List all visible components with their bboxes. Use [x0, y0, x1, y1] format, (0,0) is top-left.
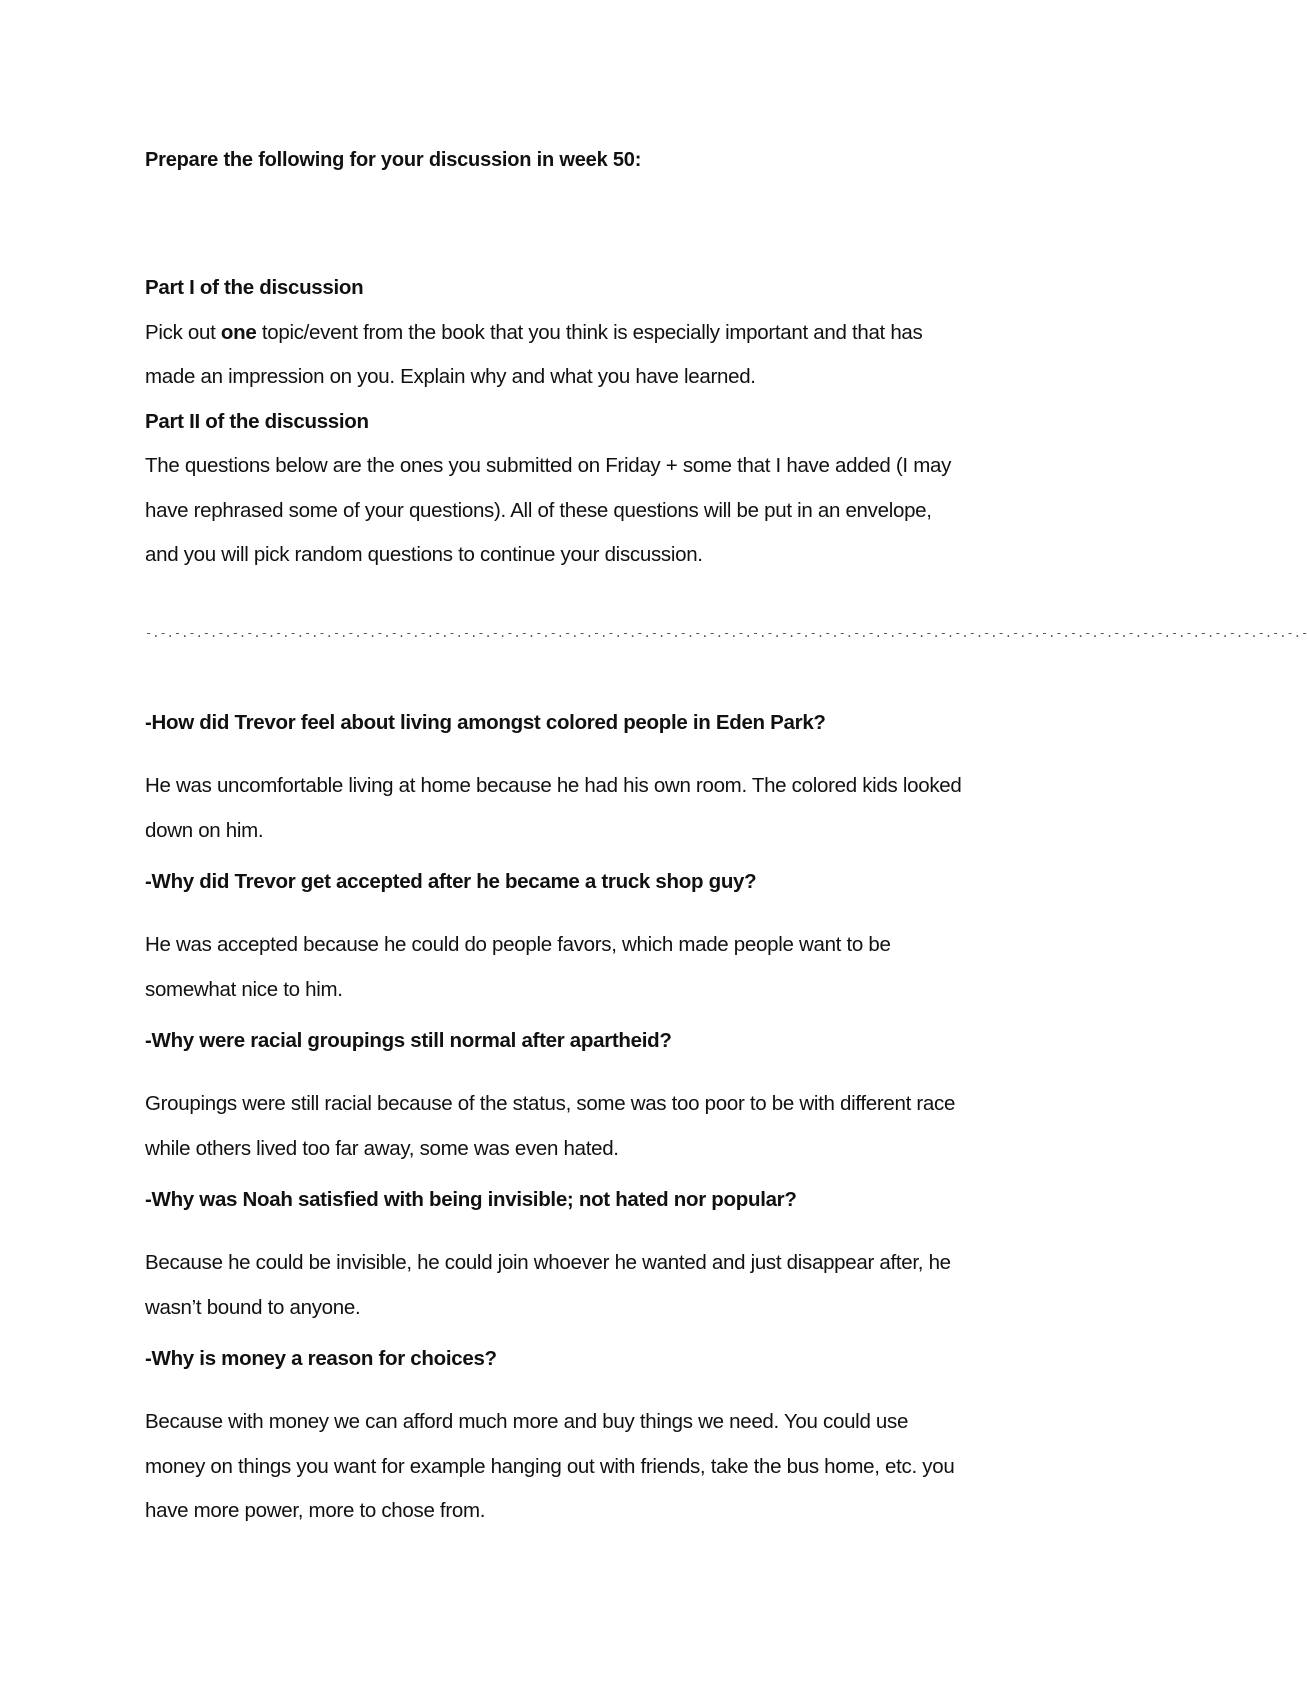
- answer-line: He was uncomfortable living at home because he had his own room. The colored kids looked: [145, 774, 962, 797]
- answer-line: wasn’t bound to anyone.: [145, 1295, 361, 1319]
- part-1-line-2: made an impression on you. Explain why and what you have learned.: [145, 365, 756, 388]
- answer: [145, 1400, 1075, 1534]
- part-2-line-2: have rephrased some of your questions). All of these questions will be put in an envelope,: [145, 498, 932, 522]
- qa-item: [145, 1344, 1075, 1534]
- dashed-divider: -.-.-.-.-.-.-.-.-.-.-.-.-.-.-.-.-.-.-.-.-.-.-.-.-.-.-.-.-.-.-.-.-.-.-.-.-.-.-.-.-.-.-.-.-.-.-.-.-.-.-.-.-.-.-.-.-.-.-.-.-.-.-.-.-.-.-.-.-.-.-.-.-.-.-.-.-.-.-.-.-: [145, 626, 1308, 640]
- part-1-line-1-emphasis: one: [220, 320, 257, 344]
- answer: [145, 1082, 1075, 1171]
- qa-item: [145, 1185, 1075, 1330]
- answer: [145, 764, 1075, 853]
- question: -Why were racial groupings still normal after apartheid?: [145, 1029, 672, 1052]
- instructions-section: [145, 266, 1075, 578]
- answer: [145, 1241, 1075, 1330]
- qa-item: [145, 1026, 1075, 1171]
- answer-line: He was accepted because he could do people favors, which made people want to be: [145, 933, 891, 956]
- answer-line: somewhat nice to him.: [145, 977, 343, 1001]
- part-2-line-1: The questions below are the ones you submitted on Friday + some that I have added (I may: [145, 454, 952, 477]
- answer-line: Groupings were still racial because of the status, some was too poor to be with different race: [145, 1092, 956, 1115]
- part-1-line-1-post: topic/event from the book that you think is especially important and that has: [256, 320, 923, 344]
- part-1-line-1-pre: Pick out: [145, 320, 221, 344]
- question: -How did Trevor feel about living amongst colored people in Eden Park?: [145, 711, 826, 734]
- answer-line: Because he could be invisible, he could join whoever he wanted and just disappear after, he: [145, 1251, 951, 1274]
- answer-line: down on him.: [145, 818, 264, 842]
- qa-item: [145, 708, 1075, 853]
- document-page: [145, 0, 1308, 1698]
- page-heading: Prepare the following for your discussion in week 50:: [145, 149, 642, 171]
- part-1-title: Part I of the discussion: [145, 276, 364, 299]
- part-2-title: Part II of the discussion: [145, 409, 369, 433]
- answer-line: Because with money we can afford much more and buy things we need. You could use: [145, 1410, 909, 1433]
- question: -Why was Noah satisfied with being invisible; not hated nor popular?: [145, 1188, 797, 1211]
- answer-line: money on things you want for example hanging out with friends, take the bus home, etc. you: [145, 1454, 955, 1478]
- part-2-line-3: and you will pick random questions to continue your discussion.: [145, 543, 703, 566]
- answer-line: while others lived too far away, some was even hated.: [145, 1136, 619, 1160]
- qa-item: [145, 867, 1075, 1012]
- qa-list: [145, 708, 1075, 1548]
- question: -Why did Trevor get accepted after he became a truck shop guy?: [145, 870, 757, 893]
- answer-line: have more power, more to chose from.: [145, 1499, 486, 1522]
- answer: [145, 923, 1075, 1012]
- part-1-line-1: [145, 311, 1075, 356]
- question: -Why is money a reason for choices?: [145, 1347, 497, 1370]
